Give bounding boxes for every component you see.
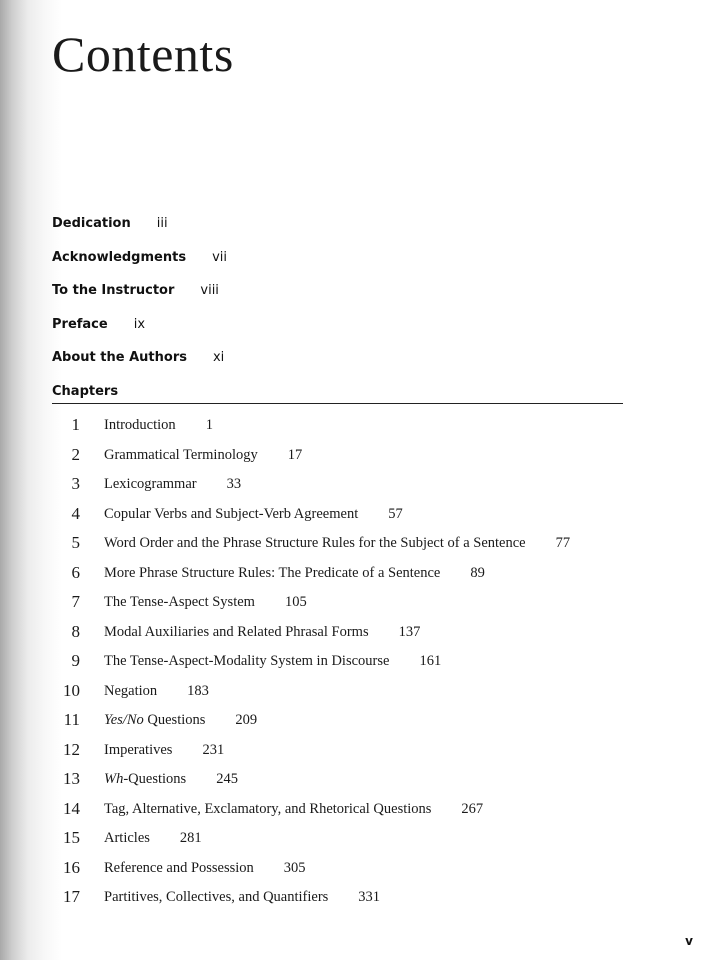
chapter-page: 17: [287, 446, 303, 463]
front-matter-label: To the Instructor: [52, 283, 175, 299]
chapter-title-line: [104, 590, 307, 614]
chapter-page: 231: [202, 741, 225, 758]
chapter-entry: [0, 590, 713, 620]
front-matter-item: [52, 313, 632, 347]
chapter-number: 2: [71, 444, 80, 464]
chapter-title-line: [104, 413, 213, 437]
chapter-number: 3: [71, 474, 80, 493]
chapter-title: Articles: [104, 830, 150, 846]
chapters-heading: Chapters: [52, 384, 119, 399]
front-matter-label: About the Authors: [52, 350, 187, 366]
chapter-number: 16: [63, 857, 80, 877]
chapter-page: 33: [226, 476, 242, 492]
chapter-page: 161: [419, 653, 442, 669]
front-matter-item: [52, 212, 632, 246]
front-matter-page: iii: [156, 216, 168, 231]
chapter-title-line: [104, 885, 380, 909]
chapter-number: 1: [71, 415, 80, 434]
chapter-title: Tag, Alternative, Exclamatory, and Rhetorical Questions: [104, 800, 432, 817]
chapter-entry: [0, 738, 713, 768]
chapter-title-line: [104, 502, 403, 526]
chapter-number: 7: [71, 592, 80, 611]
chapter-page: 281: [179, 830, 202, 846]
chapter-title-line: [104, 620, 420, 644]
chapter-page: 267: [461, 800, 484, 817]
chapter-number: 12: [63, 739, 80, 759]
chapter-page: 57: [388, 505, 403, 522]
chapter-entry: [0, 767, 713, 797]
page-title: Contents: [52, 26, 234, 82]
chapter-title: The Tense-Aspect-Modality System in Discourse: [104, 653, 390, 669]
chapter-number: 17: [63, 887, 80, 906]
chapter-number: 8: [71, 621, 80, 641]
chapter-number: 14: [63, 798, 80, 818]
chapter-number: 5: [71, 533, 80, 552]
front-matter-label: Preface: [52, 316, 108, 332]
chapter-title-line: [104, 826, 202, 850]
chapter-page: 77: [555, 535, 571, 551]
chapter-title-line: [104, 767, 238, 791]
chapter-entry: [0, 797, 713, 827]
chapter-title-line: [104, 708, 257, 732]
chapter-title-line: [104, 856, 306, 880]
chapter-title: Modal Auxiliaries and Related Phrasal Forms: [104, 623, 369, 640]
chapter-title-line: [104, 472, 241, 496]
chapter-title-line: [104, 649, 441, 673]
chapter-title: The Tense-Aspect System: [104, 594, 255, 610]
front-matter-item: [52, 346, 632, 380]
chapter-title-line: [104, 443, 302, 467]
chapter-title-line: [104, 561, 485, 585]
chapter-page: 105: [284, 594, 307, 610]
chapter-list: [0, 413, 713, 915]
chapter-entry: [0, 443, 713, 473]
chapter-entry: [0, 708, 713, 738]
front-matter-page: xi: [212, 350, 225, 366]
front-matter-label: Acknowledgments: [52, 249, 187, 265]
chapter-title: Copular Verbs and Subject-Verb Agreement: [104, 505, 359, 522]
chapter-entry: [0, 620, 713, 650]
front-matter-page: vii: [212, 249, 227, 265]
chapter-page: 183: [187, 682, 209, 699]
chapter-page: 305: [283, 859, 306, 876]
chapter-entry: [0, 472, 713, 502]
chapter-title: Word Order and the Phrase Structure Rules for the Subject of a Sentence: [104, 535, 526, 551]
chapter-title: Reference and Possession: [104, 859, 254, 876]
chapter-entry: [0, 531, 713, 561]
chapter-title-line: [104, 738, 224, 762]
chapter-entry: [0, 649, 713, 679]
chapter-number: 15: [63, 828, 80, 847]
chapter-title-italic: Wh: [104, 771, 124, 787]
chapter-entry: [0, 679, 713, 709]
chapter-page: 89: [470, 564, 485, 581]
chapter-entry: [0, 856, 713, 886]
chapter-number: 9: [71, 651, 80, 670]
chapter-entry: [0, 502, 713, 532]
chapter-number: 6: [71, 562, 80, 582]
chapter-number: 11: [63, 710, 80, 729]
chapter-title: Grammatical Terminology: [104, 446, 258, 463]
chapter-title-line: [104, 679, 209, 703]
chapter-title: Partitives, Collectives, and Quantifiers: [104, 889, 329, 905]
chapter-title: Introduction: [104, 417, 176, 433]
chapter-title-line: [104, 531, 570, 555]
chapter-number: 10: [63, 680, 80, 700]
front-matter-label: Dedication: [52, 216, 131, 231]
front-matter-page: viii: [200, 283, 219, 299]
chapter-title: Imperatives: [104, 741, 173, 758]
chapter-entry: [0, 885, 713, 915]
chapter-title: More Phrase Structure Rules: The Predicate of a Sentence: [104, 564, 441, 581]
chapter-page: 245: [216, 771, 238, 787]
chapter-page: 137: [398, 623, 421, 640]
chapter-entry: [0, 561, 713, 591]
front-matter-item: [52, 279, 632, 313]
chapter-title: Questions: [143, 712, 206, 728]
chapter-title: -Questions: [123, 771, 187, 787]
chapter-title: Lexicogrammar: [104, 476, 197, 492]
page-number: v: [685, 934, 693, 948]
front-matter-list: [52, 212, 632, 380]
chapter-page: 331: [358, 889, 381, 905]
chapter-page: 1: [205, 417, 213, 433]
chapter-number: 13: [63, 769, 80, 788]
front-matter-page: ix: [133, 316, 146, 332]
chapter-title-line: [104, 797, 483, 821]
section-divider: [52, 403, 623, 404]
chapter-number: 4: [71, 503, 80, 523]
chapter-page: 209: [235, 712, 258, 728]
chapter-entry: [0, 826, 713, 856]
front-matter-item: [52, 246, 632, 280]
chapter-title: Negation: [104, 682, 158, 699]
chapter-title-italic: Yes/No: [104, 712, 144, 728]
chapter-entry: [0, 413, 713, 443]
